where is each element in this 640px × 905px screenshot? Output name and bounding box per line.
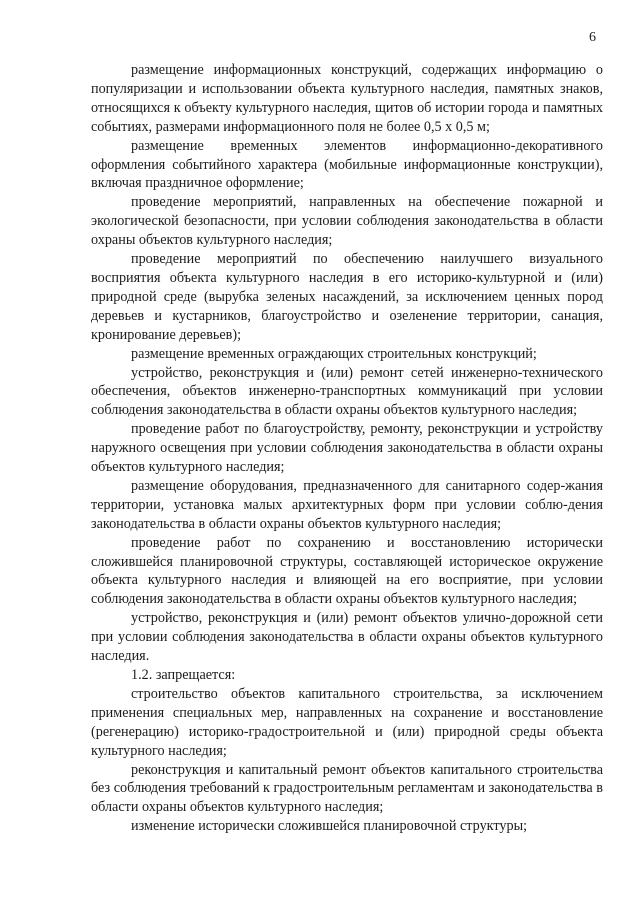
paragraph-outdoor-lighting: проведение работ по благоустройству, ремонту, реконструкции и устройству наружного освещения при условии соблюдения законодательства в области охраны объектов культурного наследия; xyxy=(91,421,603,476)
document-body xyxy=(91,61,603,836)
paragraph-temporary-decor: размещение временных элементов информационно-декоративного оформления событийного характера (мобильные информационные конструкции), включая праздничное оформление; xyxy=(91,137,603,192)
paragraph-capital-construction: строительство объектов капитального строительства, за исключением применения специальных мер, направленных на сохранение и восстановление (регенерацию) историко-градостроительной и (или) природной среды объекта культурного наследия; xyxy=(91,685,603,759)
section-heading-prohibited: 1.2. запрещается: xyxy=(131,667,236,683)
paragraph-engineering-networks: устройство, реконструкция и (или) ремонт сетей инженерно-технического обеспечения, объектов инженерно-транспортных коммуникаций при условии соблюдения законодательства в области охраны объектов культурного наследия; xyxy=(91,364,603,419)
paragraph-planning-structure: проведение работ по сохранению и восстановлению исторически сложившейся планировочной структуры, составляющей историческое окружение объекта культурного наследия и влияющей на его восприятие, при условии соблюдения законодательства в области охраны объектов культурного наследия; xyxy=(91,534,603,608)
page-number: 6 xyxy=(589,30,596,45)
paragraph-road-network: устройство, реконструкция и (или) ремонт объектов улично-дорожной сети при условии соблюдения законодательства в области охраны объектов культурного наследия. xyxy=(91,610,603,665)
paragraph-info-constructions: размещение информационных конструкций, содержащих информацию о популяризации и использовании объекта культурного наследия, памятных знаков, относящихся к объекту культурного наследия, щитов об истории города и памятных событиях, размерами информационного поля не более 0,5 х 0,5 м; xyxy=(91,62,603,135)
paragraph-fire-safety: проведение мероприятий, направленных на обеспечение пожарной и экологической безопасности, при условии соблюдения законодательства в области охраны объектов культурного наследия; xyxy=(91,194,603,249)
paragraph-reconstruction: реконструкция и капитальный ремонт объектов капитального строительства без соблюдения требований к градостроительным регламентам и законодательства в области охраны объектов культурного наследия; xyxy=(91,761,603,816)
paragraph-sanitary-equipment: размещение оборудования, предназначенного для санитарного содер-жания территории, установка малых архитектурных форм при условии соблю-дения законодательства в области охраны объектов культурного наследия; xyxy=(91,477,603,532)
paragraph-planning-change: изменение исторически сложившейся планировочной структуры; xyxy=(131,818,528,835)
paragraph-visual-perception: проведение мероприятий по обеспечению наилучшего визуального восприятия объекта культурного наследия в его историко-культурной и (или) природной среде (вырубка зеленых насаждений, за исключением ценных пород деревьев и кустарников, благоустройство и озеленение территории, санация, кронирование деревьев); xyxy=(91,251,603,343)
paragraph-temporary-fencing: размещение временных ограждающих строительных конструкций; xyxy=(131,345,537,362)
